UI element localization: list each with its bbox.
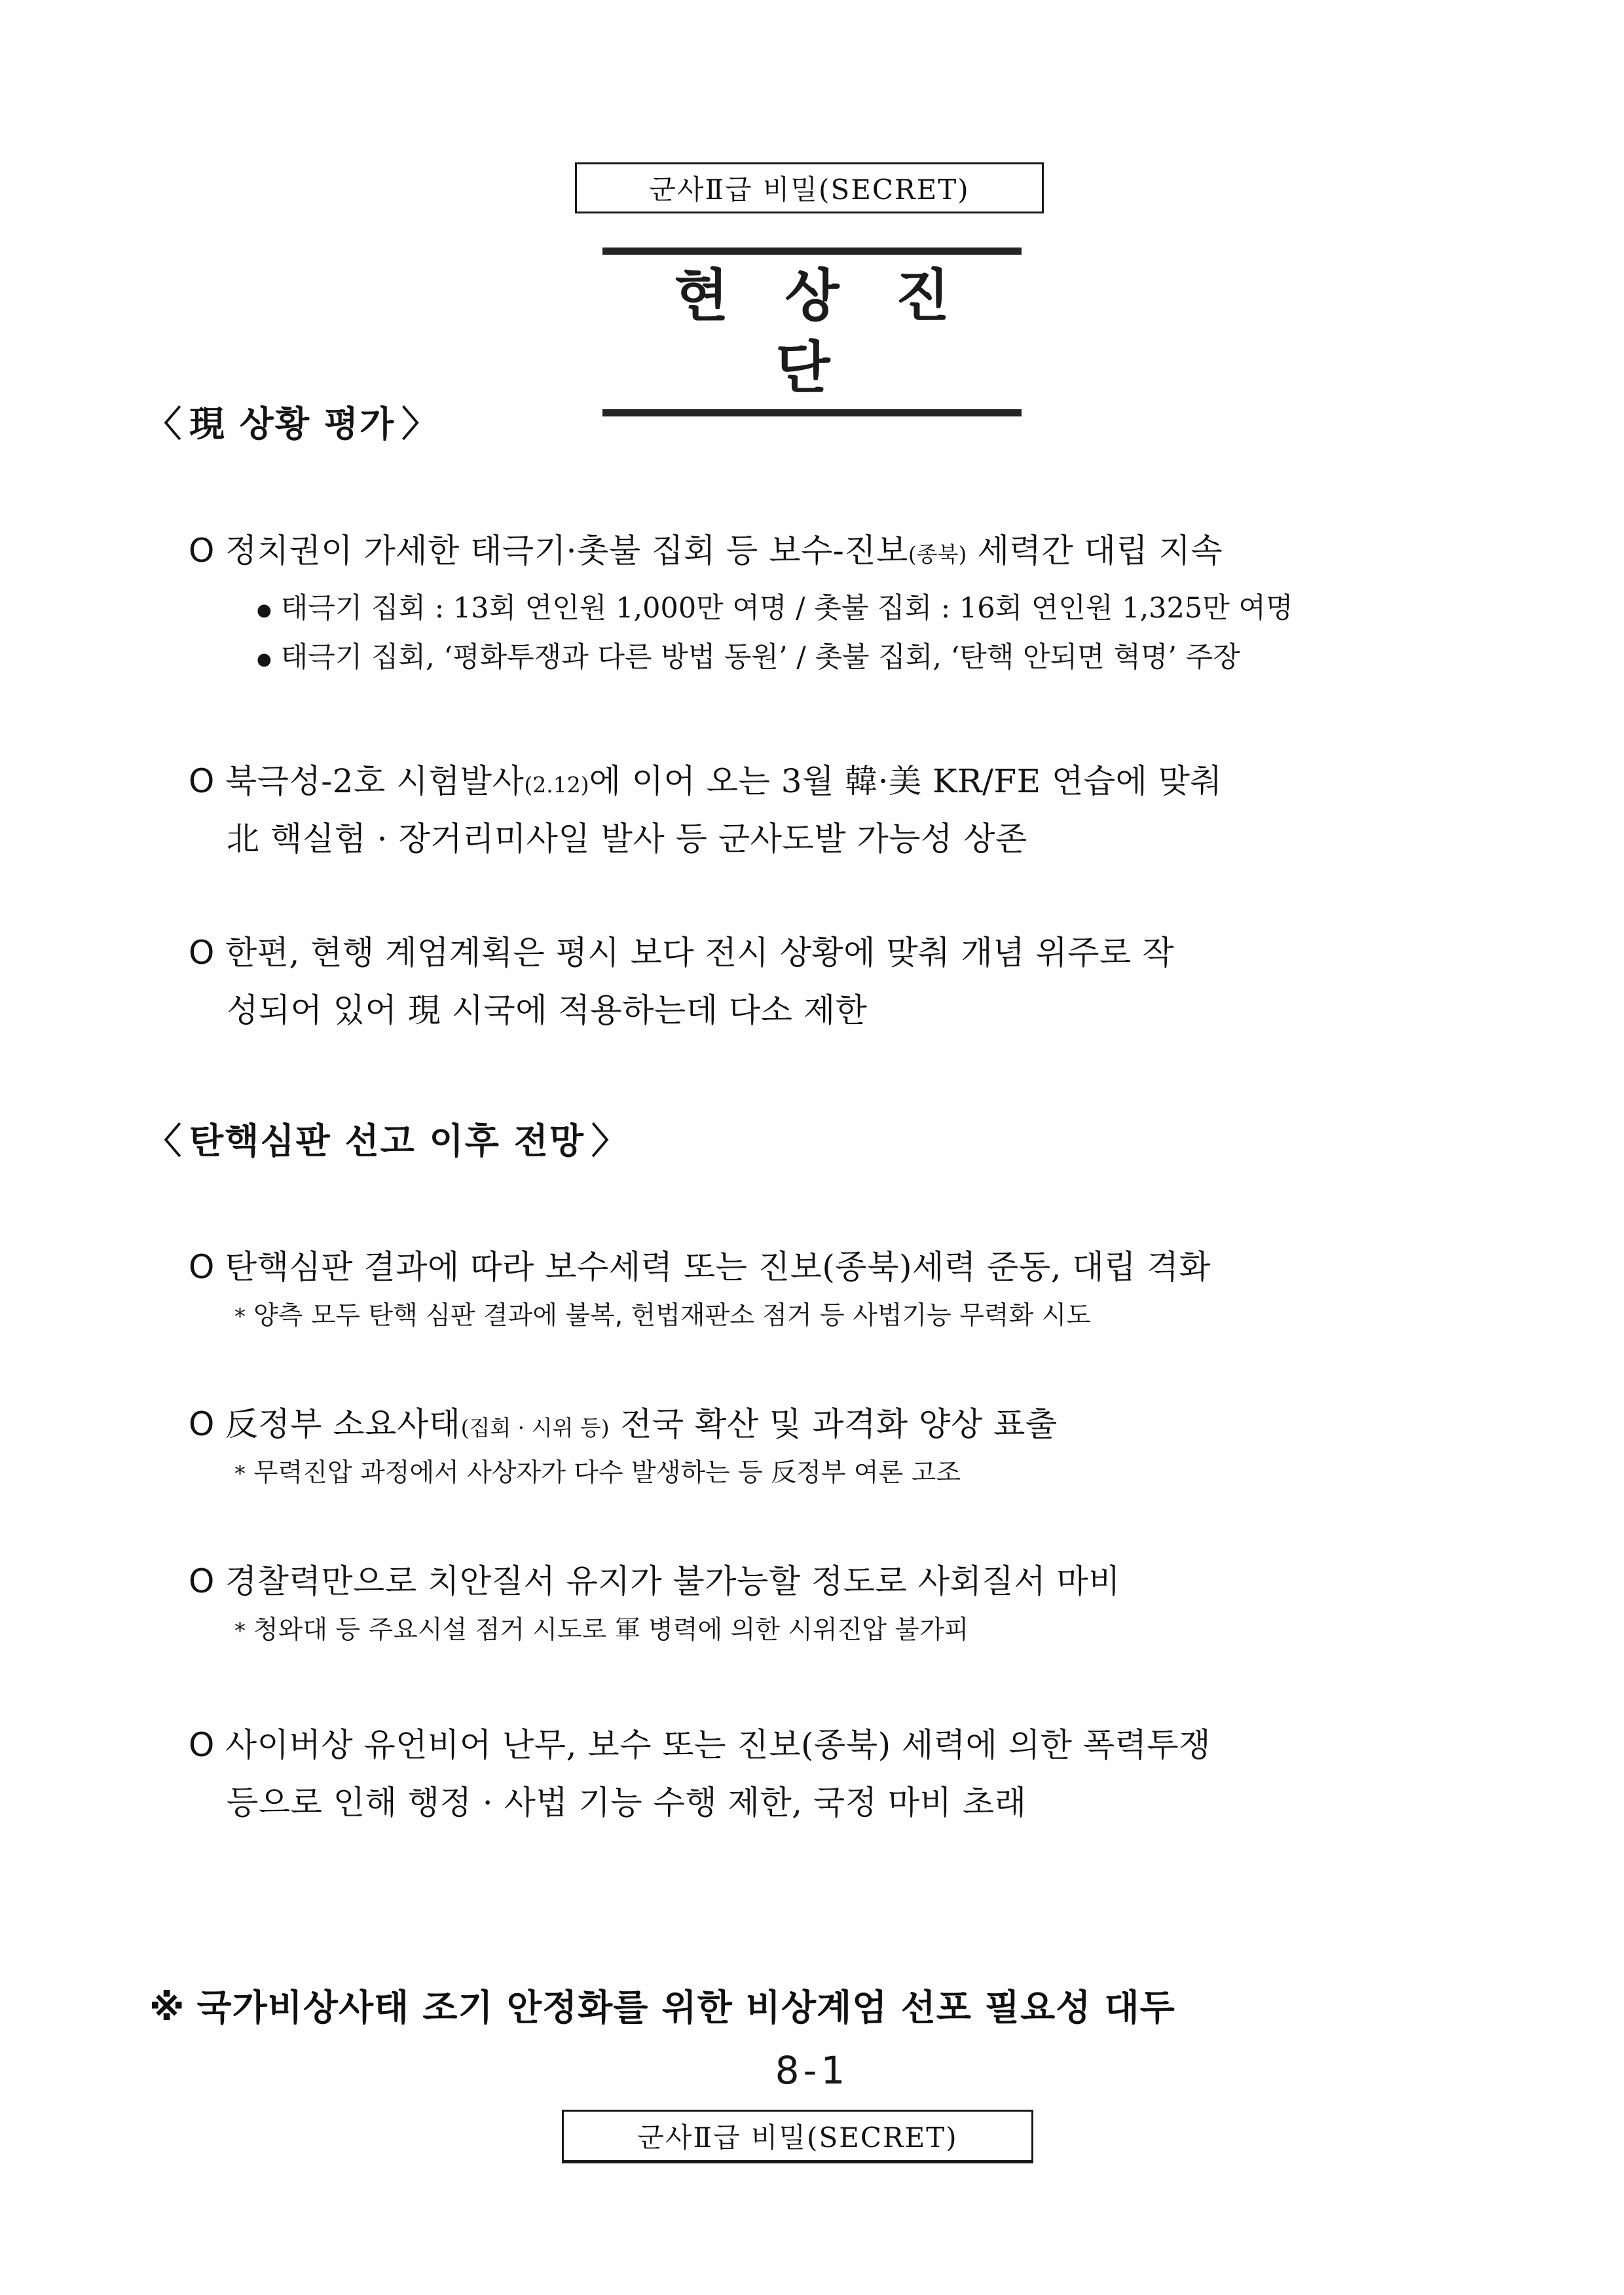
heading-close-angle: 〉 bbox=[591, 1120, 629, 1162]
bullet-marker: O bbox=[189, 1405, 215, 1443]
heading-open-angle: 〈 bbox=[146, 1120, 183, 1162]
bullet-text: 사이버상 유언비어 난무, 보수 또는 진보(종북) 세력에 의한 폭력투쟁 bbox=[225, 1726, 1211, 1764]
bullet-continuation-line: 성되어 있어 現 시국에 적용하는데 다소 제한 bbox=[227, 991, 868, 1029]
title-rule-top bbox=[602, 248, 1022, 255]
conclusion-statement bbox=[149, 1979, 1175, 2030]
bullet-text: 한편, 현행 계엄계획은 평시 보다 전시 상황에 맞춰 개념 위주로 작 bbox=[225, 934, 1174, 972]
note-text: 청와대 등 주요시설 점거 시도로 軍 병력에 의한 시위진압 불가피 bbox=[253, 1615, 969, 1645]
bullet-note bbox=[234, 1609, 969, 1652]
bullet-paren-note: (집회 · 시위 등) bbox=[460, 1415, 610, 1441]
section-heading-post-ruling-outlook bbox=[139, 1113, 635, 1164]
sub-bullet-item bbox=[257, 585, 1293, 634]
bullet-marker: O bbox=[189, 532, 215, 570]
sub-bullet-text: 태극기 집회, ‘평화투쟁과 다른 방법 동원’ / 촛불 집회, ‘탄핵 안되면 혁명’ 주장 bbox=[280, 641, 1240, 674]
sub-bullet-text: 태극기 집회 : 13회 연인원 1,000만 여명 / 촛불 집회 : 16회 연인원 1,325만 여명 bbox=[280, 592, 1293, 625]
bullet-marker: O bbox=[189, 762, 215, 800]
sub-bullet-item bbox=[257, 634, 1240, 683]
sub-bullet-dot: ● bbox=[257, 600, 272, 620]
bullet-text-tail: 에 이어 오는 3월 韓·美 KR/FE 연습에 맞춰 bbox=[589, 762, 1223, 800]
bullet-text: 정치권이 가세한 태극기·촛불 집회 등 보수-진보 bbox=[225, 532, 908, 570]
note-star: * bbox=[234, 1618, 246, 1644]
sub-bullet-dot: ● bbox=[257, 650, 272, 669]
bullet-text-tail: 세력간 대립 지속 bbox=[967, 532, 1223, 570]
conclusion-text: 국가비상사태 조기 안정화를 위한 비상계엄 선포 필요성 대두 bbox=[196, 1987, 1175, 2029]
bullet-item bbox=[189, 1717, 1211, 1773]
bullet-item bbox=[189, 523, 1223, 583]
bullet-marker: O bbox=[189, 1248, 215, 1286]
title-rule-bottom bbox=[602, 409, 1022, 416]
footer-classification-box bbox=[562, 2110, 1033, 2163]
bullet-paren-note: (2.12) bbox=[524, 772, 589, 798]
note-text: 무력진압 과정에서 사상자가 다수 발생하는 등 反정부 여론 고조 bbox=[253, 1458, 961, 1488]
bullet-item bbox=[189, 753, 1222, 813]
section-heading-text: 現 상황 평가 bbox=[189, 403, 396, 445]
bullet-continuation-line: 등으로 인해 행정 · 사법 기능 수행 제한, 국정 마비 초래 bbox=[227, 1784, 1027, 1822]
bullet-text: 탄핵심판 결과에 따라 보수세력 또는 진보(종북)세력 준동, 대립 격화 bbox=[225, 1248, 1211, 1286]
reference-mark-icon: ※ bbox=[149, 1987, 185, 2029]
bullet-item bbox=[189, 1239, 1211, 1295]
note-star: * bbox=[234, 1304, 246, 1330]
bullet-marker: O bbox=[189, 1562, 215, 1600]
bullet-item bbox=[189, 1396, 1058, 1456]
bullet-text: 反정부 소요사태 bbox=[225, 1405, 461, 1443]
heading-close-angle: 〉 bbox=[401, 403, 439, 445]
bullet-text: 북극성-2호 시험발사 bbox=[225, 762, 525, 800]
heading-open-angle: 〈 bbox=[146, 403, 183, 445]
bullet-continuation-line: 北 핵실험 · 장거리미사일 발사 등 군사도발 가능성 상존 bbox=[227, 820, 1027, 858]
bullet-marker: O bbox=[189, 934, 215, 972]
header-classification-box bbox=[575, 162, 1044, 213]
section-heading-current-assessment bbox=[139, 396, 445, 447]
bullet-note bbox=[234, 1452, 961, 1495]
bullet-text: 경찰력만으로 치안질서 유지가 불가능할 정도로 사회질서 마비 bbox=[225, 1562, 1121, 1600]
header-classification-label: 군사Ⅱ급 비밀(SECRET) bbox=[649, 174, 970, 206]
section-heading-text: 탄핵심판 선고 이후 전망 bbox=[189, 1120, 585, 1162]
footer-classification-label: 군사Ⅱ급 비밀(SECRET) bbox=[637, 2121, 958, 2154]
note-text: 양측 모두 탄핵 심판 결과에 불복, 헌법재판소 점거 등 사법기능 무력화 시도 bbox=[253, 1301, 1091, 1331]
bullet-note bbox=[234, 1295, 1091, 1338]
bullet-paren-note: (종북) bbox=[908, 542, 967, 567]
bullet-item bbox=[189, 1553, 1120, 1609]
page-number: 8-1 bbox=[775, 2048, 849, 2093]
note-star: * bbox=[234, 1461, 246, 1487]
bullet-text-tail: 전국 확산 및 과격화 양상 표출 bbox=[609, 1405, 1058, 1443]
page-title: 현 상 진 단 bbox=[674, 263, 969, 401]
document-title-block bbox=[602, 248, 1022, 416]
bullet-marker: O bbox=[189, 1726, 215, 1764]
bullet-item bbox=[189, 925, 1174, 981]
